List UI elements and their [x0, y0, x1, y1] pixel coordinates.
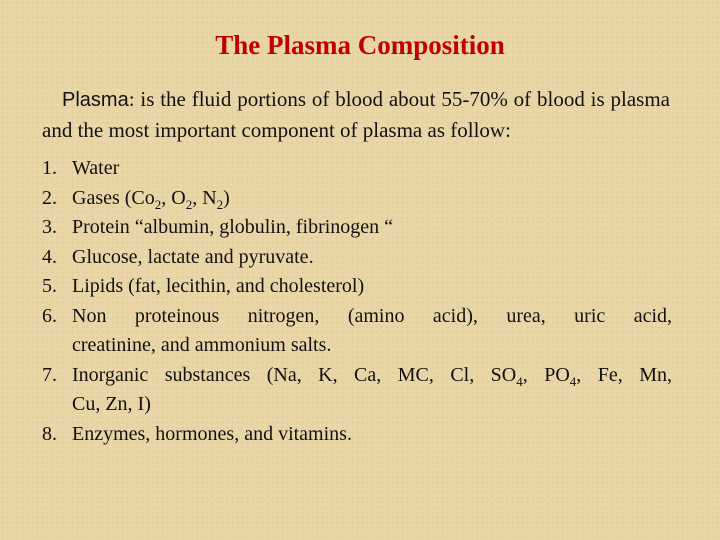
list-text: Gases ($Co_2$, $O_2$, $N_2$)	[72, 186, 230, 212]
list-number: 1.	[42, 157, 57, 179]
list-text: Inorganic substances (Na, K, Ca, MC, Cl, $SO_4$, $PO_4$, Fe, Mn, Cu, Zn, I)	[72, 363, 672, 415]
list-item	[42, 243, 672, 273]
list-text: Lipids (fat, lecithin, and cholesterol)	[72, 275, 365, 297]
intro-term: Plasma	[62, 89, 129, 111]
list-text: Glucose, lactate and pyruvate.	[72, 245, 314, 268]
list-number: 4.	[42, 245, 57, 268]
list-item	[42, 420, 672, 450]
list-number: 7.	[42, 363, 57, 386]
list-text: Non proteinous nitrogen, (amino acid), urea, uric acid, creatinine, and ammonium salts.	[72, 304, 672, 356]
slide-title: The Plasma Composition	[215, 30, 505, 60]
list-number: 6.	[42, 304, 57, 327]
intro-text: : is the fluid portions of blood about 55-70% of blood is plasma and the most important component of plasma as follow:	[42, 87, 670, 142]
list-number: 8.	[42, 422, 57, 445]
component-list	[42, 154, 672, 449]
list-text: Water	[72, 157, 120, 179]
list-item	[42, 184, 672, 214]
list-item	[42, 213, 672, 243]
list-item	[42, 154, 672, 184]
list-number: 2.	[42, 186, 57, 209]
list-text: Protein “albumin, globulin, fibrinogen “	[72, 216, 394, 238]
list-item	[42, 302, 672, 361]
list-number: 5.	[42, 275, 57, 297]
list-item	[42, 272, 672, 302]
list-item	[42, 361, 672, 420]
list-number: 3.	[42, 216, 57, 238]
list-text: Enzymes, hormones, and vitamins.	[72, 422, 352, 445]
intro-paragraph	[42, 84, 670, 145]
